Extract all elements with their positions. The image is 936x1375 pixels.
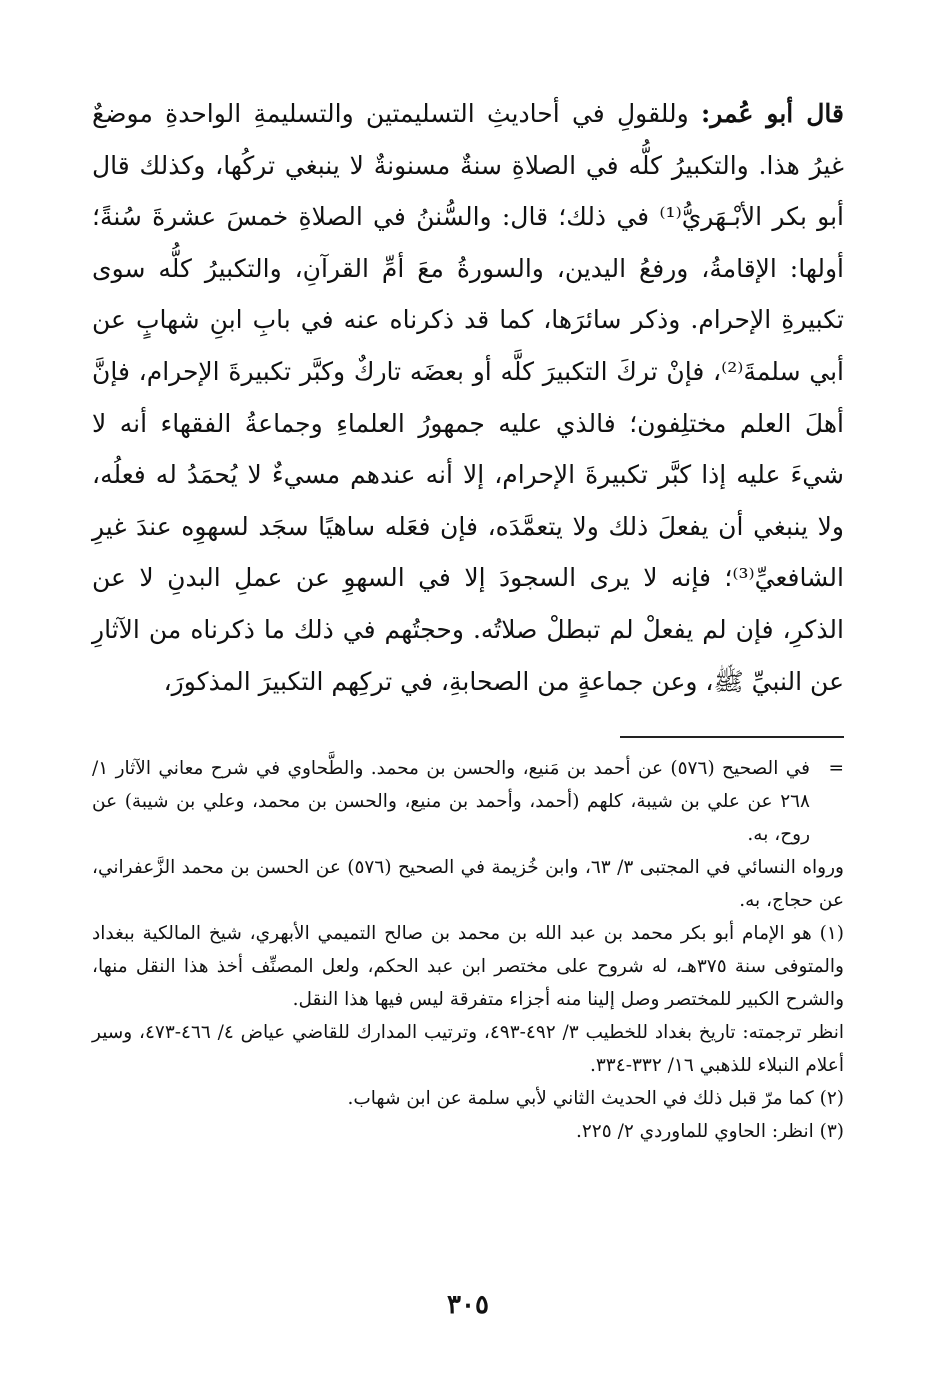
footnote-1: (١) هو الإمام أبو بكر محمد بن عبد الله بن محمد بن صالح التميمي الأبهري، شيخ المالكية ببغداد والمتوفى سنة ٣٧٥هـ، له شروح على مختصر ابن عبد الحكم، ولعل المصنِّف أخذ هذا النقل منها، والشرح الكبير للمختصر وصل إلينا منه أجزاء متفرقة ليس فيها هذا النقل. (92, 923, 844, 1010)
footnote-continuation (92, 752, 844, 851)
continuation-text: في الصحيح (٥٧٦) عن أحمد بن مَنيع، والحسن بن محمد. والطَّحاوي في شرح معاني الآثار ١/ ٢٦٨ عن علي بن شيبة، كلهم (أحمد، وأحمد بن منيع، والحسن بن محمد، وعلي بن شيبة) عن روح، به. (92, 758, 810, 845)
page-number: ٣٠٥ (447, 1290, 489, 1320)
footnote-2: (٢) كما مرّ قبل ذلك في الحديث الثاني لأبي سلمة عن ابن شهاب. (347, 1088, 844, 1109)
continuation-text-2: ورواه النسائي في المجتبى ٣/ ٦٣، وابن خُزيمة في الصحيح (٥٧٦) عن الحسن بن محمد الزَّعفراني، عن حجاج، به. (92, 857, 844, 911)
footnote-3: (٣) انظر: الحاوي للماوردي ٢/ ٢٢٥. (575, 1121, 844, 1142)
footnotes (92, 752, 844, 1148)
continuation-mark: = (828, 758, 844, 779)
speaker-label: قال أبو عُمر: (700, 99, 844, 128)
footnote-1-references: انظر ترجمته: تاريخ بغداد للخطيب ٣/ ٤٩٢-٤٩٣، وترتيب المدارك للقاضي عياض ٤/ ٤٦٦-٤٧٣، وسير أعلام النبلاء للذهبي ١٦/ ٣٣٢-٣٣٤. (92, 1022, 845, 1076)
footnote-separator (620, 736, 844, 738)
paragraph-body: وللقولِ في أحاديثِ التسليمتين والتسليمةِ الواحدةِ موضعٌ غيرُ هذا. والتكبيرُ كلُّه في الصلاةِ سنةٌ مسنونةٌ لا ينبغي تركُها، وكذلك قال أبو بكر الأبْـهَريُّ⁽¹⁾ في ذلك؛ قال: والسُّننُ في الصلاةِ خمسَ عشرةَ سُنةً؛ أولها: الإقامةُ، ورفعُ اليدين، والسورةُ معَ أمِّ القرآنِ، والتكبيرُ كلُّه سوى تكبيرةِ الإحرام. وذكر سائرَها، كما قد ذكرناه عنه في بابِ ابنِ شهابٍ عن أبي سلمةَ⁽²⁾، فإنْ تركَ التكبيرَ كلَّه أو بعضَه تاركٌ وكبَّر تكبيرةَ الإحرام، فإنَّ أهلَ العلم مختلِفون؛ فالذي عليه جمهورُ العلماءِ وجماعةُ الفقهاء أنه لا شيءَ عليه إذا كبَّر تكبيرةَ الإحرام، إلا أنه عندهم مسيءٌ لا يُحمَدُ له فعلُه، ولا ينبغي أن يفعلَ ذلك ولا يتعمَّدَه، فإن فعَله ساهيًا سجَد لسهوِه عندَ غيرِ الشافعيِّ⁽³⁾؛ فإنه لا يرى السجودَ إلا في السهوِ عن عملِ البدنِ لا عن الذكرِ، فإن لم يفعلْ لم تبطلْ صلاتُه. وحجتُهم في ذلك ما ذكرناه من الآثارِ عن النبيِّ ﷺ، وعن جماعةٍ من الصحابةِ، في تركِهم التكبيرَ المذكورَ، (92, 99, 844, 696)
main-paragraph (92, 88, 844, 707)
main-text (92, 88, 844, 707)
